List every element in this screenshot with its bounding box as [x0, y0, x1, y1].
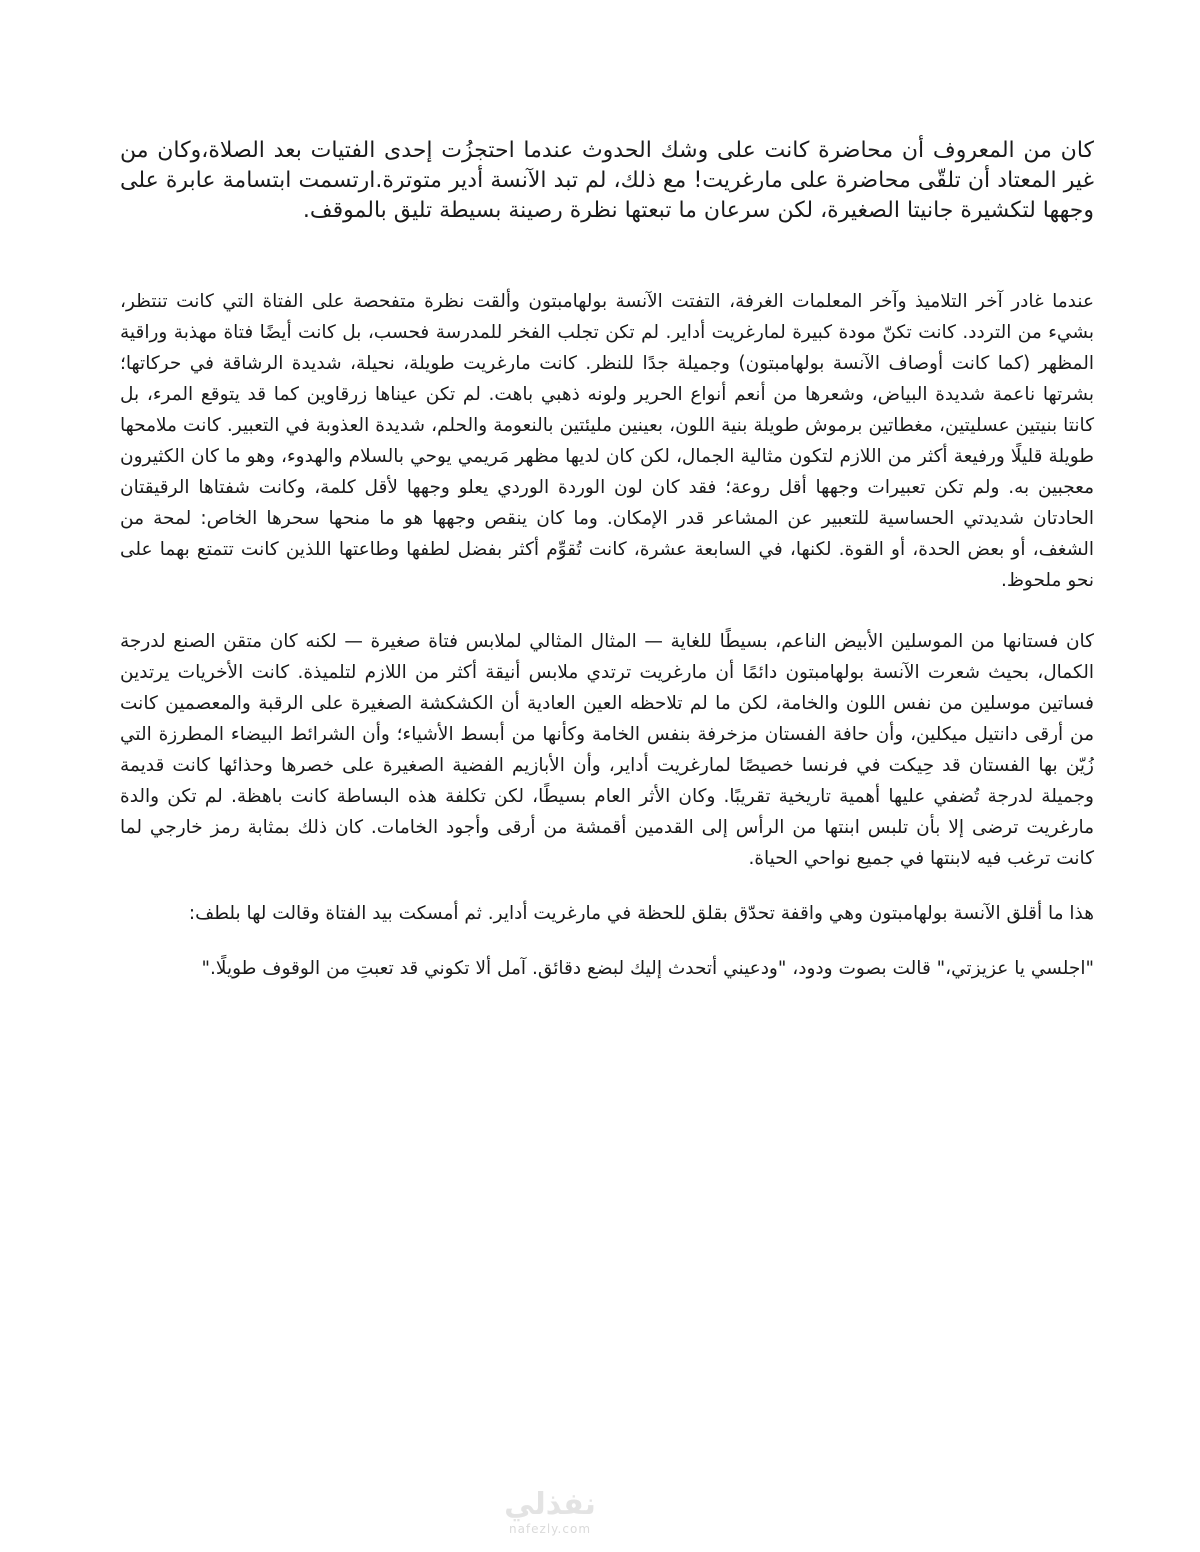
paragraph-spacer: [120, 596, 1094, 626]
site-watermark-logo: [480, 1488, 620, 1536]
paragraph-2: عندما غادر آخر التلاميذ وآخر المعلمات الغرفة، التفتت الآنسة بولهامبتون وألقت نظرة متفحصة على الفتاة التي كانت تنتظر، بشيء من التردد. كانت تكنّ مودة كبيرة لمارغريت أداير. لم تكن تجلب الفخر للمدرسة فحسب، بل كانت أيضًا فتاة مهذبة وراقية المظهر (كما كانت أوصاف الآنسة بولهامبتون) وجميلة جدًا للنظر. كانت مارغريت طويلة، نحيلة، شديدة الرشاقة في حركاتها؛ بشرتها ناعمة شديدة البياض، وشعرها من أنعم أنواع الحرير ولونه ذهبي باهت. لم تكن عيناها زرقاوين كما قد يتوقع المرء، بل كانتا بنيتين عسليتين، مغطاتين برموش طويلة بنية اللون، بعينين مليئتين بالنعومة والحلم، شديدة العذوبة في التعبير. كانت ملامحها طويلة قليلًا ورفيعة أكثر من اللازم لتكون مثالية الجمال، لكن كان لديها مظهر مَريمي يوحي بالسلام والهدوء، وهو ما كان الكثيرون معجبين به. ولم تكن تعبيرات وجهها أقل روعة؛ فقد كان لون الوردة الوردي يعلو وجهها لأقل كلمة، وكانت شفتاها الرقيقتان الحادتان شديدتي الحساسية للتعبير عن المشاعر قدر الإمكان. وما كان ينقص وجهها هو ما منحها سحرها الخاص: لمحة من الشغف، أو بعض الحدة، أو القوة. لكنها، في السابعة عشرة، كانت تُقوِّم أكثر بفضل لطفها وطاعتها اللذين كانت تتمتع بهما على نحو ملحوظ.: [120, 291, 1094, 591]
watermark-arabic: نفذلي: [504, 1487, 596, 1522]
paragraph-spacer: [120, 874, 1094, 898]
paragraph-5: "اجلسي يا عزيزتي،" قالت بصوت ودود، "ودعيني أتحدث إليك لبضع دقائق. آمل ألا تكوني قد تعبتِ من الوقوف طويلًا.": [201, 958, 1094, 979]
paragraph-1: كان من المعروف أن محاضرة كانت على وشك الحدوث عندما احتجزُت إحدى الفتيات بعد الصلاة،وكان من غير المعتاد أن تلقّى محاضرة على مارغريت! مع ذلك، لم تبد الآنسة أدير متوترة.ارتسمت ابتسامة عابرة على وجهها لتكشيرة جانيتا الصغيرة، لكن سرعان ما تبعتها نظرة رصينة بسيطة تليق بالموقف.: [120, 138, 1094, 223]
document-body: [120, 136, 1094, 984]
paragraph-spacer: [120, 929, 1094, 953]
watermark-latin: nafezly.com: [508, 1522, 592, 1536]
paragraph-3: كان فستانها من الموسلين الأبيض الناعم، بسيطًا للغاية — المثال المثالي لملابس فتاة صغيرة — لكنه كان متقن الصنع لدرجة الكمال، بحيث شعرت الآنسة بولهامبتون دائمًا أن مارغريت ترتدي ملابس أنيقة أكثر من اللازم لتلميذة. كانت الأخريات يرتدين فساتين موسلين من نفس اللون والخامة، لكن ما لم تلاحظه العين العادية أن الكشكشة الصغيرة على الرقبة والمعصمين كانت من أرقى دانتيل ميكلين، وأن حافة الفستان مزخرفة بنفس الخامة وكأنها من أبسط الأشياء؛ وأن الشرائط البيضاء المطرزة التي زُيّن بها الفستان قد حِيكت في فرنسا خصيصًا لمارغريت أداير، وأن الأبازيم الفضية الصغيرة على خصرها وحذائها كانت قديمة وجميلة لدرجة تُضفي عليها أهمية تاريخية تقريبًا. وكان الأثر العام بسيطًا، لكن تكلفة هذه البساطة كانت باهظة. لم تكن والدة مارغريت ترضى إلا بأن تلبس ابنتها من الرأس إلى القدمين أقمشة من أرقى وأجود الخامات. كان ذلك بمثابة رمز خارجي لما كانت ترغب فيه لابنتها في جميع نواحي الحياة.: [120, 631, 1094, 869]
paragraph-4: هذا ما أقلق الآنسة بولهامبتون وهي واقفة تحدّق بقلق للحظة في مارغريت أداير. ثم أمسكت بيد الفتاة وقالت لها بلطف:: [188, 903, 1094, 924]
paragraph-spacer: [120, 226, 1094, 286]
